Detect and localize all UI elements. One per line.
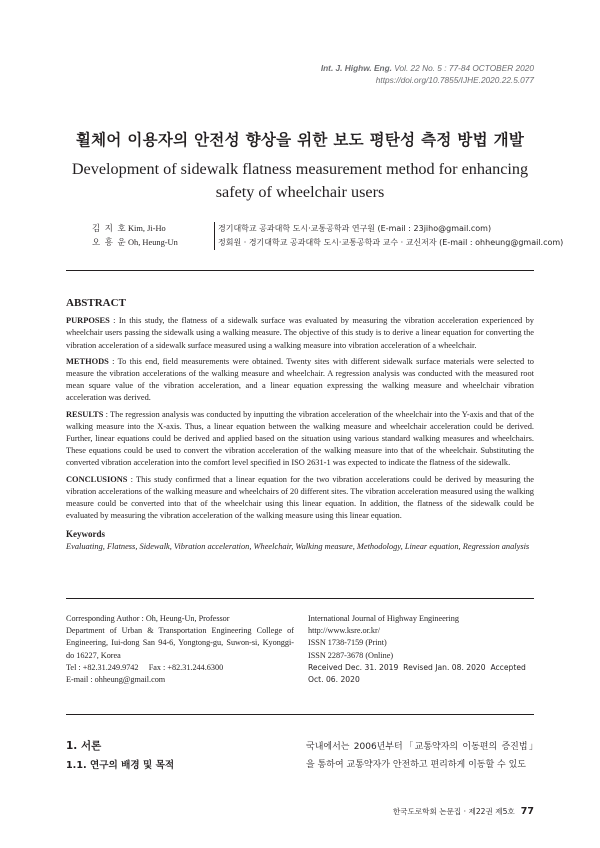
section-heading: 1. 서론 (66, 740, 102, 752)
title-korean: 휠체어 이용자의 안전성 향상을 위한 보도 평탄성 측정 방법 개발 (75, 131, 525, 149)
corresponding-phone: Tel : +82.31.249.9742 Fax : +82.31.244.6300 (66, 662, 224, 672)
journal-citation (321, 62, 534, 86)
abstract-methods (66, 356, 534, 405)
received-date: Dec. 31. 2019 (344, 662, 399, 672)
journal-info-block (308, 613, 538, 686)
mid-rule (66, 598, 534, 599)
issn-print: ISSN 1738-7159 (Print) (308, 638, 387, 648)
page-number: 77 (520, 806, 534, 817)
author-divider (214, 222, 215, 250)
author-affiliation: 정회원 · 경기대학교 공과대학 도시·교통공학과 교수 · 교신저자 (E-mail : ohheung@gmail.com) (218, 238, 564, 247)
title-english: Development of sidewalk flatness measurement method for enhancing safety of wheelchair users (71, 160, 529, 201)
issn-online: ISSN 2287-3678 (Online) (308, 650, 394, 660)
page-footer (393, 806, 534, 817)
abstract-purposes (66, 315, 534, 352)
revised-date: Jan. 08. 2020 (435, 662, 486, 672)
corresponding-author: Corresponding Author : Oh, Heung-Un, Professor (66, 614, 230, 623)
correspondence-block (66, 613, 294, 686)
abstract-conclusions (66, 474, 534, 523)
accepted-date: Oct. 06. 2020 (308, 675, 360, 685)
abstract-section (66, 297, 534, 553)
journal-abbrev: Int. J. Highw. Eng. (320, 63, 392, 73)
abstract-results (66, 409, 534, 470)
methods-label: METHODS (66, 356, 109, 366)
received-label: Received (308, 662, 343, 672)
keywords-list: Evaluating, Flatness, Sidewalk, Vibration acceleration, Wheelchair, Walking measure, Methodology, Linear equation, Regression analysis (66, 541, 530, 551)
corresponding-email[interactable]: E-mail : ohheung@gmail.com (66, 675, 166, 685)
abstract-heading: ABSTRACT (66, 297, 126, 309)
conclusions-text: : This study confirmed that a linear equation for the two vibration accelerations could be derived by measuring the vibration accelerations of the walking measure and wheelchairs of 20 different sites. The vibration acceleration measured using the walking measure could be converted into that of the wheelchair using this linear equation. In addition, the flatness of the sidewalk could be evaluated by measuring the vibration acceleration of the walking measure using this linear equation. (66, 474, 534, 521)
journal-url[interactable]: http://www.ksre.or.kr/ (308, 626, 381, 636)
purposes-label: PURPOSES (66, 316, 110, 326)
journal-volume: Vol. 22 No. 5 : 77-84 OCTOBER 2020 (391, 63, 534, 73)
subsection-heading: 1.1. 연구의 배경 및 목적 (66, 760, 175, 771)
top-rule (66, 270, 534, 271)
conclusions-label: CONCLUSIONS (66, 474, 128, 484)
author-name-ko: 김 지 호 (92, 223, 127, 233)
footer-journal: 한국도로학회 논문집 · 제22권 제5호 (392, 807, 515, 816)
accepted-label: Accepted (490, 662, 526, 672)
results-text: : The regression analysis was conducted by inputting the vibration acceleration of the wheelchair into the Y-axis and that of the walking measure into the X-axis. Thus, a linear equation between the walking measure and wheelchair acceleration could be derived. Further, linear equations could be derived and applied based on the situation using various standard walking measures and wheelchairs. These equations could be used to convert the vibration acceleration of the walking measure into that of the wheelchair. Substituting the converted vibration acceleration into the comfort level specified in ISO 2631-1 was expected to indicate the flatness of the sidewalk. (66, 409, 534, 468)
purposes-text: : In this study, the flatness of a sidewalk surface was evaluated by measuring the vibration acceleration experienced by wheelchair users passing the sidewalk using a walking measure. The objective of this study is to derive a linear equation for converting the vibration acceleration of a sidewalk surface measured using a walking measure into vibration acceleration of a wheelchair. (66, 316, 534, 350)
doi-link[interactable]: https://doi.org/10.7855/IJHE.2020.22.5.077 (375, 75, 534, 85)
author-name-en: Kim, Ji-Ho (128, 224, 166, 233)
author-name-ko: 오 흥 운 (92, 237, 127, 247)
author-affiliation: 경기대학교 공과대학 도시·교통공학과 연구원 (E-mail : 23jiho@gmail.com) (218, 224, 492, 233)
methods-text: : To this end, field measurements were obtained. Twenty sites with different sidewalk surface materials were selected to measure the vibration accelerations of the walking measure and wheelchair. A regression analysis was conducted with the measured root mean square value of the vibration acceleration, and a linear equation expressing the walking measure and wheelchair vibration acceleration was derived. (66, 356, 534, 403)
body-text: 국내에서는 2006년부터「교통약자의 이동편의 증진법」을 통하여 교통약자가 안전하고 편리하게 이동할 수 있도 (306, 742, 538, 770)
journal-name: International Journal of Highway Engineering (308, 614, 459, 623)
corresponding-address: Department of Urban & Transportation Engineering College of Engineering, Iui-dong San 94-6, Yongtong-gu, Suwon-si, Kyonggi-do 16227, Korea (66, 626, 294, 660)
revised-label: Revised (403, 662, 433, 672)
lower-rule (66, 714, 534, 715)
author-name-en: Oh, Heung-Un (128, 238, 178, 247)
results-label: RESULTS (66, 409, 104, 419)
history-dates (308, 662, 538, 686)
keywords-heading: Keywords (66, 529, 105, 540)
